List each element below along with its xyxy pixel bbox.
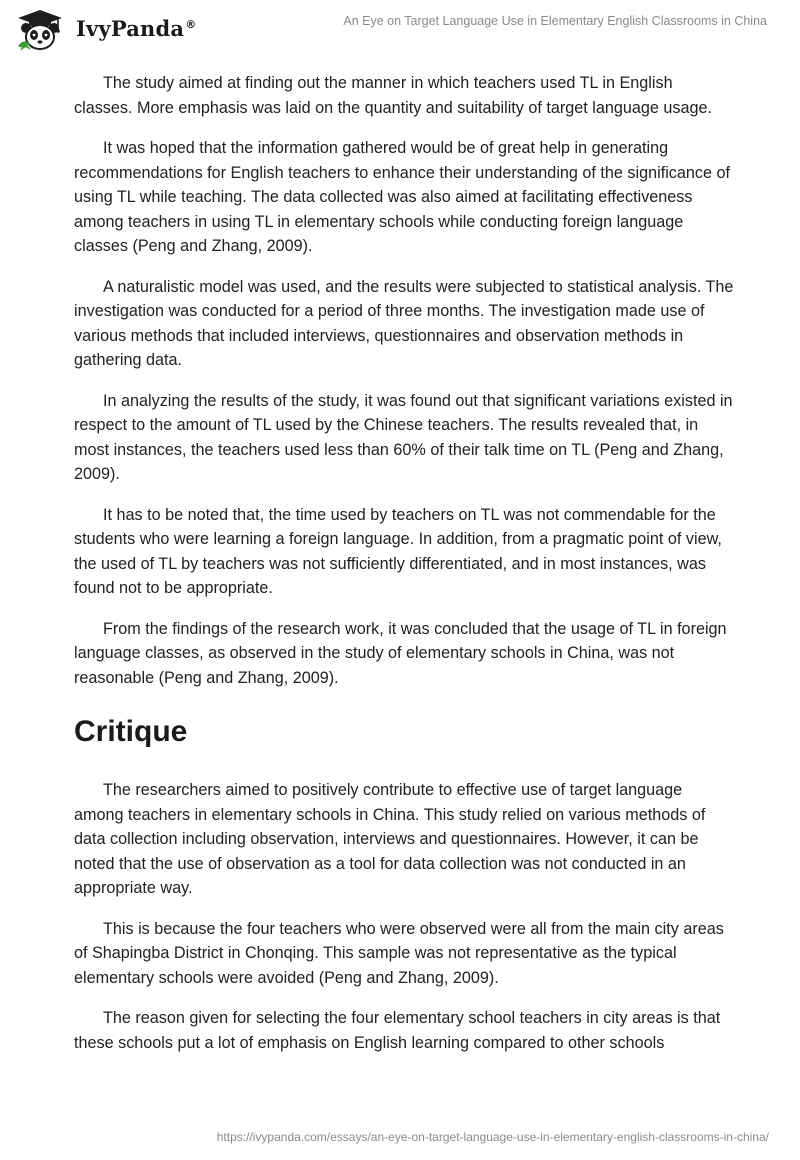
paragraph: From the findings of the research work, it was concluded that the usage of TL in foreign language classes, as observed in the study of elementary schools in China, was not reasonable (Peng and Zhang, 2009). bbox=[74, 619, 727, 687]
section-heading-critique: Critique bbox=[74, 715, 188, 748]
source-url[interactable]: https://ivypanda.com/essays/an-eye-on-target-language-use-in-elementary-english-classrooms-in-china/ bbox=[216, 1130, 769, 1144]
paragraph: The researchers aimed to positively contribute to effective use of target language among teachers in elementary schools in China. This study relied on various methods of data collection including observation, interviews and questionnaires. However, it can be noted that the use of observation as a tool for data collection was not conducted in an appropriate way. bbox=[74, 781, 706, 897]
paragraph: In analyzing the results of the study, it was found out that significant variations existed in respect to the amount of TL used by the Chinese teachers. The results revealed that, in most instances, the teachers used less than 60% of their talk time on TL (Peng and Zhang, 2009). bbox=[74, 391, 733, 483]
paragraph: It has to be noted that, the time used by teachers on TL was not commendable for the students who were learning a foreign language. In addition, from a pragmatic point of view, the used of TL by teachers was not sufficiently differentiated, and in most instances, was found not to be appropriate. bbox=[74, 505, 722, 597]
paragraph: The study aimed at finding out the manner in which teachers used TL in English classes. More emphasis was laid on the quantity and suitability of target language usage. bbox=[74, 74, 712, 117]
registered-mark: ® bbox=[185, 17, 197, 31]
document-title: An Eye on Target Language Use in Elementary English Classrooms in China bbox=[343, 14, 767, 28]
paragraph: It was hoped that the information gathered would be of great help in generating recommendations for English teachers to enhance their understanding of the significance of using TL while teaching. The data collected was also aimed at facilitating effectiveness among teachers in using TL in elementary schools while conducting foreign language classes (Peng and Zhang, 2009). bbox=[74, 139, 730, 255]
brand-name: IvyPanda® bbox=[76, 15, 197, 41]
page-header bbox=[0, 0, 800, 70]
paragraph: The reason given for selecting the four elementary school teachers in city areas is that these schools put a lot of emphasis on English learning compared to other schools bbox=[74, 1009, 721, 1052]
ivypanda-logo[interactable] bbox=[14, 8, 196, 52]
paragraph: A naturalistic model was used, and the results were subjected to statistical analysis. The investigation was conducted for a period of three months. The investigation made use of various methods that included interviews, questionnaires and observation methods in gathering data. bbox=[74, 277, 734, 369]
panda-graduate-icon bbox=[14, 8, 66, 52]
paragraph: This is because the four teachers who were observed were all from the main city areas of Shapingba District in Chonqing. This sample was not representative as the typical elementary schools were avoided (Peng and Zhang, 2009). bbox=[74, 919, 724, 987]
essay-body bbox=[74, 71, 734, 1071]
